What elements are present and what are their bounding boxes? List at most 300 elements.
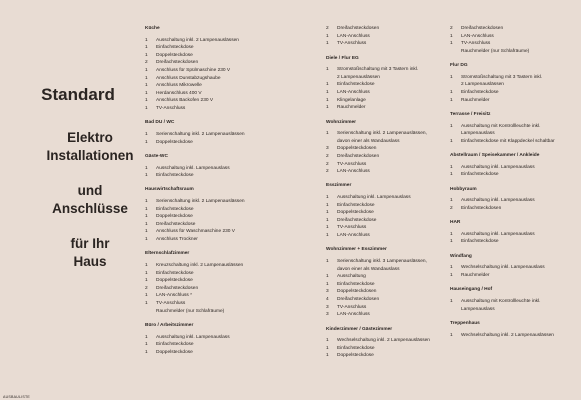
- room-section: [326, 246, 436, 318]
- item-quantity: 1: [145, 301, 148, 306]
- item-description: Ausschaltung inkl. Lampenauslass: [461, 231, 535, 237]
- item-quantity: 1: [326, 210, 329, 216]
- list-item: [450, 97, 575, 105]
- list-item: [326, 81, 436, 89]
- room-title: Wohnzimmer + Esszimmer: [326, 247, 387, 253]
- item-quantity: 1: [326, 202, 329, 208]
- list-item: [450, 264, 575, 272]
- list-item: [145, 213, 317, 221]
- list-item: [450, 40, 575, 48]
- item-quantity: 1: [326, 353, 329, 359]
- item-quantity: 1: [450, 265, 453, 271]
- list-item: [450, 205, 575, 213]
- item-description: Klingelanlage: [337, 97, 366, 103]
- item-quantity: 1: [145, 278, 148, 284]
- item-description: Doppelsteckdose: [156, 139, 193, 145]
- item-description: Lampenauslass: [461, 131, 495, 137]
- item-description: Einfachsteckdose: [461, 172, 499, 178]
- list-item: [145, 300, 317, 308]
- room-title: Terrasse / Freisitz: [450, 111, 491, 117]
- room-section: [326, 55, 436, 112]
- item-description: Einfachsteckdose: [337, 82, 375, 88]
- list-item: [450, 298, 575, 306]
- list-item: [450, 306, 575, 314]
- item-description: 2 Lampenauslässen: [337, 74, 380, 80]
- item-description: Einfachsteckdose: [156, 173, 194, 179]
- item-description: TV-Anschluss: [461, 41, 491, 47]
- item-quantity: 2: [326, 169, 329, 175]
- item-quantity: 2: [145, 285, 148, 291]
- list-item: [326, 258, 436, 266]
- item-quantity: 2: [450, 26, 453, 31]
- item-description: TV-Anschluss: [156, 301, 186, 306]
- item-quantity: 1: [450, 239, 453, 245]
- item-description: Einfachsteckdose: [156, 45, 194, 51]
- item-quantity: [450, 306, 461, 314]
- list-item: [326, 232, 436, 240]
- item-quantity: [145, 308, 156, 316]
- item-quantity: 1: [450, 123, 453, 129]
- item-description: Dreifachsteckdose: [156, 221, 196, 227]
- item-quantity: 3: [326, 312, 329, 318]
- item-description: Einfachsteckdose mit Klappdeckel schaltbar: [461, 138, 555, 144]
- item-description: Rauchmelder (nur Schlafräume): [461, 48, 530, 54]
- item-description: Serienschaltung inkl. 2 Lampenauslässen: [156, 131, 245, 137]
- item-quantity: 1: [145, 105, 148, 111]
- list-item: [145, 59, 317, 67]
- item-description: TV-Anschluss: [337, 225, 367, 231]
- list-item: [450, 25, 575, 33]
- list-item: [326, 288, 436, 296]
- item-quantity: 1: [326, 345, 329, 351]
- item-quantity: 1: [145, 67, 148, 73]
- item-quantity: [450, 81, 461, 89]
- room-title: Elternschlafzimmer: [145, 251, 190, 257]
- list-item: [145, 131, 317, 139]
- list-item: [145, 221, 317, 229]
- room-section: [326, 119, 436, 176]
- title-line-2: Installationen: [46, 147, 134, 163]
- item-description: Dreifachsteckdosen: [337, 26, 380, 31]
- item-quantity: 1: [450, 97, 453, 103]
- item-description: Anschluss für Waschmaschine 230 V: [156, 229, 236, 235]
- item-quantity: [450, 130, 461, 138]
- list-item: [145, 270, 317, 278]
- item-quantity: 1: [145, 263, 148, 269]
- list-item: [326, 161, 436, 169]
- item-quantity: [326, 138, 337, 146]
- list-item: [326, 311, 436, 319]
- room-section: [450, 111, 575, 145]
- item-description: LAN-Anschluss *: [156, 293, 192, 299]
- item-description: Dreifachsteckdosen: [156, 285, 199, 291]
- item-quantity: 1: [145, 206, 148, 212]
- item-description: Anschluss Trockner: [156, 237, 198, 243]
- item-quantity: 1: [450, 332, 453, 338]
- list-item: [450, 81, 575, 89]
- item-quantity: 1: [326, 233, 329, 239]
- item-description: Wechselschaltung inkl. 2 Lampenauslässen: [337, 338, 430, 344]
- item-description: Rauchmelder: [337, 105, 366, 111]
- item-quantity: 1: [326, 274, 329, 280]
- room-section: [450, 320, 575, 339]
- item-description: Lampenauslass: [461, 306, 495, 312]
- item-quantity: [326, 74, 337, 82]
- room-section: [450, 219, 575, 246]
- item-description: Dreifachsteckdosen: [337, 297, 380, 302]
- list-item: [145, 165, 317, 173]
- list-item: [326, 74, 436, 82]
- list-item: [450, 74, 575, 82]
- item-description: LAN-Anschluss: [461, 33, 494, 39]
- list-item: [145, 105, 317, 113]
- room-section: [450, 186, 575, 213]
- room-title: Gäste-WC: [145, 153, 168, 159]
- item-quantity: 1: [326, 195, 329, 201]
- list-item: [145, 139, 317, 147]
- item-description: Anschluss Backofen 230 V: [156, 98, 214, 104]
- item-description: Doppelsteckdose: [156, 214, 193, 220]
- list-item: [450, 89, 575, 97]
- item-description: Doppelsteckdose: [156, 52, 193, 58]
- item-description: Anschluss Mikrowelle: [156, 83, 202, 89]
- item-description: Wechselschaltung inkl. Lampenauslass: [461, 265, 545, 271]
- footer-label: AUSBAULISTE: [3, 395, 30, 399]
- list-item: [326, 25, 436, 33]
- item-description: Doppelsteckdosen: [337, 289, 377, 295]
- item-quantity: 1: [450, 74, 453, 80]
- item-quantity: 1: [145, 221, 148, 227]
- list-item: [145, 52, 317, 60]
- item-quantity: 1: [450, 138, 453, 144]
- item-quantity: 1: [326, 105, 329, 111]
- item-quantity: 1: [326, 97, 329, 103]
- item-description: Serienschaltung inkl. 2 Lampenauslässen: [156, 199, 245, 205]
- list-item: [326, 273, 436, 281]
- room-section: [450, 62, 575, 104]
- item-description: Einfachsteckdose: [337, 281, 375, 287]
- item-quantity: [450, 48, 461, 56]
- item-quantity: 1: [450, 273, 453, 279]
- list-item: [326, 217, 436, 225]
- list-item: [145, 82, 317, 90]
- list-item: [450, 138, 575, 146]
- item-quantity: 1: [145, 52, 148, 58]
- list-item: [326, 89, 436, 97]
- list-item: [326, 266, 436, 274]
- item-description: TV-Anschluss: [156, 105, 186, 111]
- room-title: Hobbyraum: [450, 186, 477, 192]
- item-quantity: 1: [326, 225, 329, 231]
- list-item: [145, 334, 317, 342]
- list-item: [145, 172, 317, 180]
- item-description: TV-Anschluss: [337, 41, 367, 47]
- room-section: [450, 286, 575, 313]
- list-item: [145, 75, 317, 83]
- item-description: Anschluss für Spülmaschine 230 V: [156, 67, 231, 73]
- list-item: [450, 238, 575, 246]
- item-quantity: 2: [326, 26, 329, 31]
- item-description: TV-Anschluss: [337, 161, 367, 167]
- list-item: [326, 202, 436, 210]
- item-description: davon einer als Wandauslass: [337, 138, 400, 144]
- column-2: [326, 25, 436, 367]
- room-section: [326, 25, 436, 48]
- room-title: Küche: [145, 26, 160, 31]
- item-quantity: 1: [450, 299, 453, 305]
- item-description: Kreuzschaltung inkl. 2 Lampenauslässen: [156, 263, 244, 269]
- list-item: [326, 337, 436, 345]
- item-description: Ausschaltung inkl. 2 Lampenauslässen: [156, 37, 239, 43]
- room-title: Esszimmer: [326, 183, 352, 189]
- list-item: [326, 130, 436, 138]
- room-title: Abstellraum / Speisekammer / Ankleide: [450, 153, 540, 159]
- item-quantity: 1: [145, 173, 148, 179]
- item-quantity: 3: [326, 304, 329, 310]
- list-item: [450, 231, 575, 239]
- item-description: Ausschaltung: [337, 274, 366, 280]
- item-description: Einfachsteckdose: [156, 206, 194, 212]
- item-description: Doppelsteckdose: [337, 210, 374, 216]
- item-quantity: 1: [145, 293, 148, 299]
- item-description: Einfachsteckdose: [461, 89, 499, 95]
- item-quantity: 1: [145, 229, 148, 235]
- list-item: [326, 304, 436, 312]
- item-description: Ausschaltung mit Kontrollleuchte inkl.: [461, 123, 541, 129]
- title-line-3: und: [77, 183, 103, 198]
- item-quantity: 1: [326, 131, 329, 137]
- item-description: LAN-Anschluss: [337, 33, 370, 39]
- list-item: [145, 198, 317, 206]
- room-title: Büro / Arbeitszimmer: [145, 322, 194, 328]
- item-description: Rauchmelder: [461, 97, 490, 103]
- item-quantity: 1: [326, 67, 329, 73]
- item-quantity: 1: [145, 75, 148, 81]
- item-description: LAN-Anschluss: [337, 312, 370, 318]
- list-item: [145, 90, 317, 98]
- item-quantity: 1: [145, 37, 148, 43]
- list-item: [145, 262, 317, 270]
- column-1: [145, 25, 317, 363]
- item-description: Doppelsteckdose: [337, 353, 374, 359]
- list-item: [326, 345, 436, 353]
- item-quantity: 4: [326, 297, 329, 302]
- item-description: TV-Anschluss: [337, 304, 367, 310]
- item-description: Dreifachsteckdosen: [461, 26, 504, 31]
- room-section: [450, 253, 575, 280]
- item-description: Ausschaltung inkl. Lampenauslass: [461, 164, 535, 170]
- item-quantity: 1: [450, 89, 453, 95]
- item-quantity: 1: [450, 231, 453, 237]
- list-item: [145, 349, 317, 357]
- list-item: [145, 44, 317, 52]
- list-item: [145, 37, 317, 45]
- item-description: Einfachsteckdose: [156, 270, 194, 276]
- room-section: [145, 186, 317, 243]
- list-item: [450, 164, 575, 172]
- item-description: Anschluss Dunstabzugshaube: [156, 75, 221, 81]
- room-section: [145, 119, 317, 146]
- item-description: Herdanschluss 400 V: [156, 90, 202, 96]
- list-item: [450, 197, 575, 205]
- item-description: LAN-Anschluss: [337, 169, 370, 175]
- item-description: Ausschaltung inkl. Lampenauslass: [156, 165, 230, 171]
- item-quantity: 1: [326, 89, 329, 95]
- room-section: [145, 25, 317, 113]
- room-title: Bad DU / WC: [145, 120, 175, 126]
- item-description: Stromstoßschaltung mit 3 Tastern inkl.: [337, 67, 419, 73]
- room-section: [145, 322, 317, 356]
- list-item: [326, 40, 436, 48]
- item-description: Einfachsteckdose: [461, 239, 499, 245]
- room-section: [326, 182, 436, 239]
- item-quantity: 2: [450, 205, 453, 211]
- item-description: Ausschaltung inkl. Lampenauslass: [156, 334, 230, 340]
- list-item: [450, 123, 575, 131]
- item-quantity: 1: [326, 259, 329, 265]
- item-description: Einfachsteckdose: [156, 342, 194, 348]
- list-item: [326, 66, 436, 74]
- list-item: [326, 296, 436, 304]
- list-item: [326, 138, 436, 146]
- item-description: Serienschaltung inkl. 3 Lampenauslässen,: [337, 259, 427, 265]
- list-item: [326, 104, 436, 112]
- room-title: Kinderzimmer / Gästezimmer: [326, 326, 393, 332]
- list-item: [326, 281, 436, 289]
- room-title: Flur DG: [450, 63, 468, 69]
- list-item: [450, 130, 575, 138]
- item-quantity: 1: [145, 131, 148, 137]
- item-quantity: 1: [450, 172, 453, 178]
- list-item: [145, 285, 317, 293]
- room-section: [450, 152, 575, 179]
- list-item: [450, 332, 575, 340]
- item-quantity: 1: [145, 237, 148, 243]
- item-description: Dreifachsteckdosen: [337, 153, 380, 159]
- list-item: [450, 33, 575, 41]
- item-description: LAN-Anschluss: [337, 233, 370, 239]
- page-title: Standard: [41, 85, 115, 104]
- item-quantity: 1: [145, 334, 148, 340]
- item-description: Ausschaltung mit Kontrollleuchte inkl.: [461, 299, 541, 305]
- item-description: davon einer als Wandauslass: [337, 266, 400, 272]
- title-line-5: für Ihr: [70, 236, 110, 251]
- item-description: Einfachsteckdose: [337, 202, 375, 208]
- item-quantity: [326, 266, 337, 274]
- title-line-6: Haus: [73, 253, 107, 269]
- item-description: LAN-Anschluss: [337, 89, 370, 95]
- title-block: [0, 85, 140, 270]
- item-quantity: 1: [326, 217, 329, 223]
- item-quantity: 1: [145, 90, 148, 96]
- list-item: [326, 194, 436, 202]
- item-quantity: 2: [326, 161, 329, 167]
- item-quantity: 1: [145, 45, 148, 51]
- item-quantity: 1: [145, 98, 148, 104]
- item-quantity: 2: [326, 153, 329, 159]
- item-quantity: 3: [326, 146, 329, 152]
- item-description: Doppelsteckdose: [156, 278, 193, 284]
- list-item: [145, 341, 317, 349]
- item-quantity: 1: [450, 41, 453, 47]
- item-quantity: 1: [450, 198, 453, 204]
- list-item: [326, 352, 436, 360]
- list-item: [326, 33, 436, 41]
- item-description: Ausschaltung inkl. Lampenauslass: [337, 195, 411, 201]
- room-title: Diele / Flur EG: [326, 55, 359, 61]
- room-title: HAR: [450, 220, 461, 226]
- room-section: [145, 250, 317, 315]
- list-item: [145, 308, 317, 316]
- room-section: [326, 326, 436, 360]
- title-line-4: Anschlüsse: [52, 200, 128, 216]
- list-item: [326, 224, 436, 232]
- list-item: [450, 171, 575, 179]
- list-item: [450, 48, 575, 56]
- list-item: [145, 97, 317, 105]
- item-description: 2 Lampenauslässen: [461, 82, 504, 88]
- list-item: [326, 209, 436, 217]
- item-quantity: 1: [326, 41, 329, 47]
- column-3: [450, 25, 575, 346]
- item-description: Dreifachsteckdose: [337, 217, 377, 223]
- item-quantity: 2: [145, 60, 148, 66]
- item-quantity: 1: [450, 33, 453, 39]
- item-quantity: 1: [326, 338, 329, 344]
- room-title: Hauswirtschaftsraum: [145, 187, 194, 193]
- room-title: Windfang: [450, 253, 472, 259]
- list-item: [326, 145, 436, 153]
- item-quantity: 1: [145, 139, 148, 145]
- item-description: Rauchmelder (nur Schlafräume): [156, 308, 225, 314]
- list-item: [326, 168, 436, 176]
- room-section: [450, 25, 575, 55]
- item-quantity: 1: [326, 281, 329, 287]
- item-quantity: 1: [450, 164, 453, 170]
- item-quantity: 1: [145, 83, 148, 89]
- item-description: Einfachsteckdose: [337, 345, 375, 351]
- item-description: Wechselschaltung inkl. 2 Lampenauslässen: [461, 332, 554, 338]
- item-quantity: 1: [145, 270, 148, 276]
- list-item: [145, 206, 317, 214]
- item-description: Ausschaltung inkl. Lampenauslass: [461, 198, 535, 204]
- item-description: Dreifachsteckdosen: [156, 60, 199, 66]
- room-title: Wohnzimmer: [326, 119, 357, 125]
- item-description: Serienschaltung inkl. 2 Lampenauslässen,: [337, 131, 427, 137]
- list-item: [145, 236, 317, 244]
- item-description: Doppelsteckdosen: [337, 146, 377, 152]
- item-quantity: 1: [145, 214, 148, 220]
- room-title: Treppenhaus: [450, 321, 480, 326]
- list-item: [326, 97, 436, 105]
- room-title: Hauseingang / Hof: [450, 287, 493, 293]
- list-item: [145, 67, 317, 75]
- room-section: [145, 153, 317, 180]
- item-quantity: 1: [326, 33, 329, 39]
- item-quantity: 1: [145, 342, 148, 348]
- list-item: [145, 277, 317, 285]
- item-description: Stromstoßschaltung mit 3 Tastern inkl.: [461, 74, 543, 80]
- item-description: Rauchmelder: [461, 273, 490, 279]
- list-item: [450, 272, 575, 280]
- item-quantity: 1: [145, 199, 148, 205]
- item-quantity: 1: [145, 165, 148, 171]
- item-description: Doppelsteckdose: [156, 349, 193, 355]
- list-item: [145, 228, 317, 236]
- item-description: Einfachsteckdosen: [461, 205, 502, 211]
- item-quantity: 1: [145, 349, 148, 355]
- list-item: [326, 153, 436, 161]
